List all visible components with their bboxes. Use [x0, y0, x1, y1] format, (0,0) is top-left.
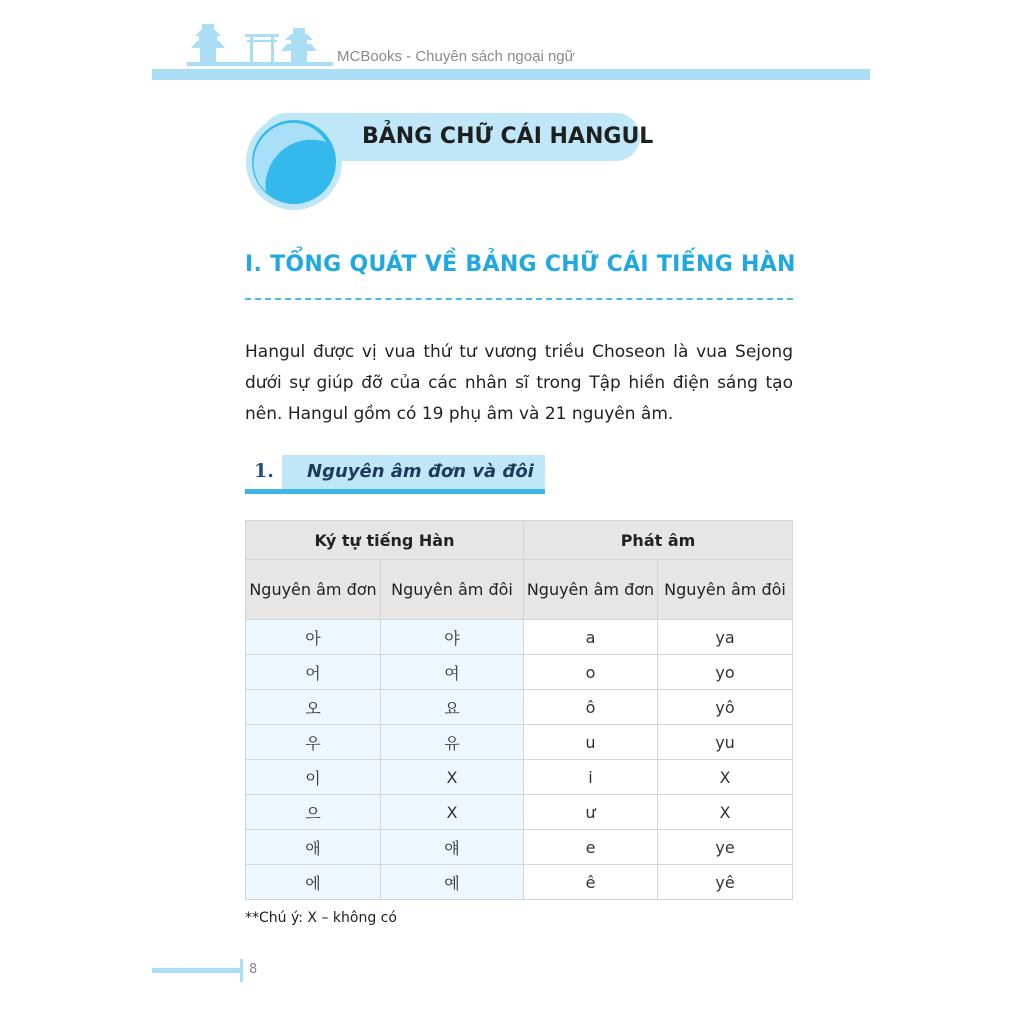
- subsection-number: 1.: [254, 460, 274, 482]
- subsection-underline: [245, 489, 545, 494]
- header-korean-chars: Ký tự tiếng Hàn: [246, 521, 524, 560]
- table-cell: 이: [246, 760, 381, 795]
- page-number: 8: [249, 962, 258, 977]
- vowel-table: [245, 520, 793, 900]
- table-cell: 에: [246, 865, 381, 900]
- table-cell: yu: [658, 725, 793, 760]
- intro-text: Hangul được vị vua thứ tư vương triều Choseon là vua Sejong dưới sự giúp đỡ của các nhân sĩ trong Tập hiền điện sáng tạo nên. Hangul gồm có 19 phụ âm và 21 nguyên âm.: [245, 342, 793, 424]
- table-cell: 야: [381, 620, 524, 655]
- table-cell: u: [524, 725, 658, 760]
- table-row: [246, 865, 793, 900]
- table-cell: ya: [658, 620, 793, 655]
- title-circle-graphic: [244, 112, 344, 212]
- table-cell: ê: [524, 865, 658, 900]
- table-cell: X: [658, 795, 793, 830]
- table-row: [246, 830, 793, 865]
- header-pronunciation: Phát âm: [524, 521, 793, 560]
- table-row: [246, 620, 793, 655]
- table-cell: 애: [246, 830, 381, 865]
- table-cell: 요: [381, 690, 524, 725]
- dashed-divider: [245, 298, 793, 300]
- table-cell: ye: [658, 830, 793, 865]
- table-cell: i: [524, 760, 658, 795]
- table-cell: a: [524, 620, 658, 655]
- table-row: [246, 725, 793, 760]
- subheader-single-pron: Nguyên âm đơn: [524, 560, 658, 620]
- table-cell: yê: [658, 865, 793, 900]
- section-heading: I. TỔNG QUÁT VỀ BẢNG CHỮ CÁI TIẾNG HÀN: [245, 252, 796, 277]
- intro-paragraph: [245, 337, 793, 430]
- footer-bar: [240, 959, 243, 982]
- table-cell: e: [524, 830, 658, 865]
- table-cell: X: [658, 760, 793, 795]
- table-cell: yo: [658, 655, 793, 690]
- subheader-single-vowel: Nguyên âm đơn: [246, 560, 381, 620]
- table-cell: 오: [246, 690, 381, 725]
- table-cell: 얘: [381, 830, 524, 865]
- footnote: **Chú ý: X – không có: [245, 910, 397, 926]
- table-cell: X: [381, 760, 524, 795]
- table-cell: o: [524, 655, 658, 690]
- table-cell: 유: [381, 725, 524, 760]
- header-band: [152, 69, 870, 80]
- table-cell: 으: [246, 795, 381, 830]
- footer-line: [152, 968, 240, 973]
- subsection-title: Nguyên âm đơn và đôi: [307, 461, 534, 482]
- table-cell: 어: [246, 655, 381, 690]
- temple-skyline-illustration: [185, 22, 335, 70]
- table-cell: ô: [524, 690, 658, 725]
- table-cell: 예: [381, 865, 524, 900]
- table-row: [246, 655, 793, 690]
- table-cell: X: [381, 795, 524, 830]
- subsection-number-box: [245, 455, 282, 489]
- table-row: [246, 795, 793, 830]
- subheader-double-pron: Nguyên âm đôi: [658, 560, 793, 620]
- publisher-header: MCBooks - Chuyên sách ngoại ngữ: [337, 48, 575, 65]
- subheader-double-vowel: Nguyên âm đôi: [381, 560, 524, 620]
- table-cell: 아: [246, 620, 381, 655]
- table-row: [246, 760, 793, 795]
- table-cell: ư: [524, 795, 658, 830]
- table-cell: 우: [246, 725, 381, 760]
- table-cell: yô: [658, 690, 793, 725]
- page-title: BẢNG CHỮ CÁI HANGUL: [362, 124, 654, 149]
- table-row: [246, 690, 793, 725]
- table-cell: 여: [381, 655, 524, 690]
